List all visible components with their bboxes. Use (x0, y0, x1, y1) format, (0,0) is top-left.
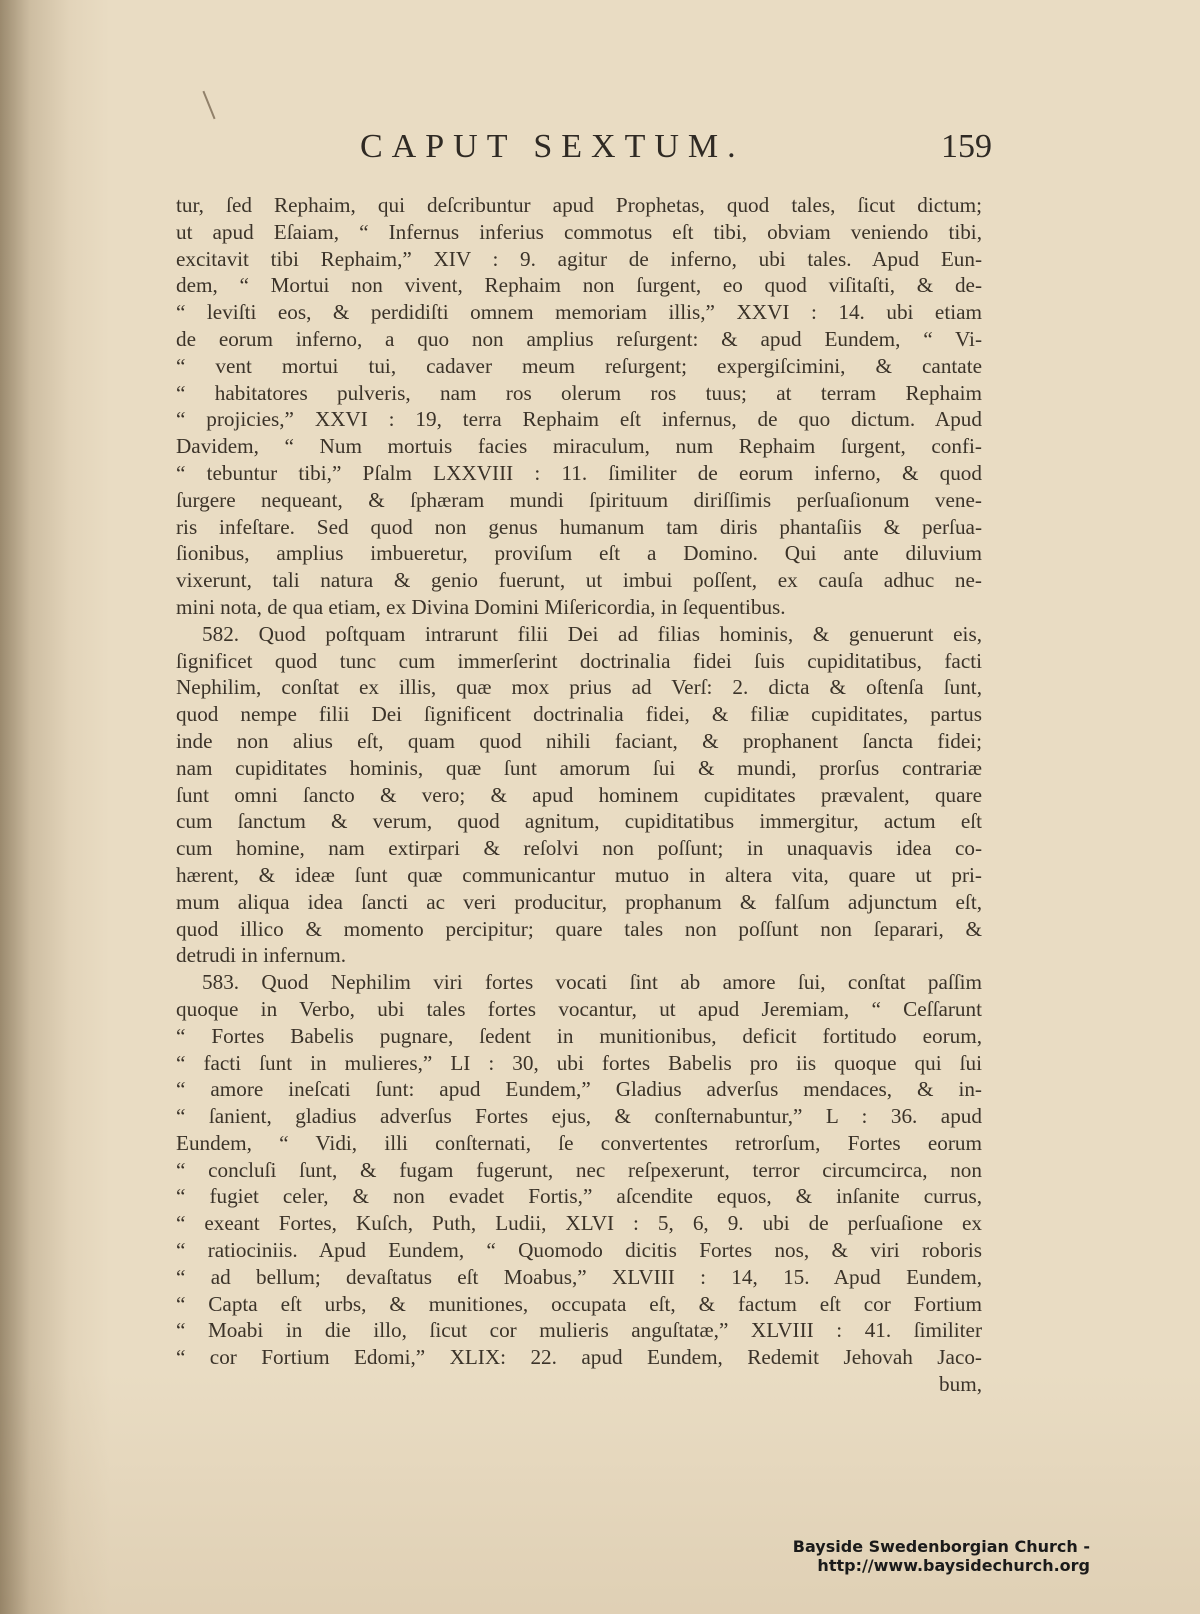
text-line: vixerunt, tali natura & genio fuerunt, ut imbui poſſent, ex cauſa adhuc ne- (176, 568, 982, 593)
text-line: de eorum inferno, a quo non amplius reſurgent: & apud Eundem, “ Vi- (176, 326, 982, 351)
text-line: “ cor Fortium Edomi,” XLIX: 22. apud Eundem, Redemit Jehovah Jaco- (176, 1345, 982, 1370)
text-line: ris infeſtare. Sed quod non genus humanum tam diris phantaſiis & perſua- (176, 514, 982, 539)
text-line: cum homine, nam extirpari & reſolvi non poſſunt; in unaquavis idea co- (176, 836, 982, 861)
text-line: excitavit tibi Rephaim,” XIV : 9. agitur de inferno, ubi tales. Apud Eun- (176, 246, 982, 271)
chapter-title: CAPUT SEXTUM. (360, 128, 745, 165)
ink-mark (202, 91, 215, 120)
text-line: “ concluſi ſunt, & fugam fugerunt, nec reſpexerunt, terror circumcirca, non (176, 1157, 982, 1182)
text-line: ſionibus, amplius imbueretur, proviſum eſt a Domino. Qui ante diluvium (176, 541, 982, 566)
text-line: dem, “ Mortui non vivent, Rephaim non ſurgent, eo quod viſitaſti, & de- (176, 273, 982, 298)
text-line: inde non alius eſt, quam quod nihili faciant, & prophanent ſancta fidei; (176, 728, 982, 753)
text-line: mini nota, de qua etiam, ex Divina Domini Miſericordia, in ſequentibus. (176, 594, 786, 619)
text-line: “ vent mortui tui, cadaver meum reſurgent; expergiſcimini, & cantate (176, 353, 982, 378)
text-line: ſurgere nequeant, & ſphæram mundi ſpirituum diriſſimis perſuaſionum vene- (176, 487, 982, 512)
text-line: “ Capta eſt urbs, & munitiones, occupata eſt, & factum eſt cor Fortium (176, 1291, 982, 1316)
text-line: “ Moabi in die illo, ſicut cor mulieris anguſtatæ,” XLVIII : 41. ſimiliter (176, 1318, 982, 1343)
text-line: detrudi in infernum. (176, 943, 347, 968)
body-text (176, 192, 982, 1398)
text-line: Eundem, “ Vidi, illi conſternati, ſe convertentes retrorſum, Fortes eorum (176, 1130, 982, 1155)
text-line: “ ratiociniis. Apud Eundem, “ Quomodo dicitis Fortes nos, & viri roboris (176, 1238, 982, 1263)
text-line: “ Fortes Babelis pugnare, ſedent in munitionibus, deficit fortitudo eorum, (176, 1023, 982, 1048)
text-line: “ exeant Fortes, Kuſch, Puth, Ludii, XLVI : 5, 6, 9. ubi de perſuaſione ex (176, 1211, 982, 1236)
text-line: “ facti ſunt in mulieres,” LI : 30, ubi fortes Babelis pro iis quoque qui ſui (176, 1050, 982, 1075)
text-line: bum, (939, 1372, 982, 1397)
running-head (360, 128, 1000, 178)
text-line: “ leviſti eos, & perdidiſti omnem memoriam illis,” XXVI : 14. ubi etiam (176, 300, 982, 325)
text-line: Davidem, “ Num mortuis facies miraculum, num Rephaim ſurgent, confi- (176, 434, 982, 459)
footer-credit: Bayside Swedenborgian Church - http://www.baysidechurch.org (792, 1537, 1090, 1575)
text-line: ſunt omni ſancto & vero; & apud hominem cupiditates prævalent, quare (176, 782, 982, 807)
text-line: “ habitatores pulveris, nam ros olerum ros tuus; at terram Rephaim (176, 380, 982, 405)
text-line: tur, ſed Rephaim, qui deſcribuntur apud Prophetas, quod tales, ſicut dictum; (176, 193, 982, 217)
text-line: nam cupiditates hominis, quæ ſunt amorum ſui & mundi, prorſus contrariæ (176, 755, 982, 780)
text-line: “ fugiet celer, & non evadet Fortis,” aſcendite equos, & inſanite currus, (176, 1184, 982, 1209)
text-line: ſignificet quod tunc cum immerſerint doctrinalia fidei ſuis cupiditatibus, facti (176, 648, 982, 673)
text-line: “ ſanient, gladius adverſus Fortes ejus, & conſternabuntur,” L : 36. apud (176, 1104, 982, 1129)
page-number: 159 (941, 128, 992, 165)
text-line: 583. Quod Nephilim viri fortes vocati ſint ab amore ſui, conſtat paſſim (202, 970, 982, 995)
text-line: ut apud Eſaiam, “ Infernus inferius commotus eſt tibi, obviam veniendo tibi, (176, 219, 982, 244)
text-line: “ ad bellum; devaſtatus eſt Moabus,” XLVIII : 14, 15. Apud Eundem, (176, 1264, 982, 1289)
text-line: “ tebuntur tibi,” Pſalm LXXVIII : 11. ſimiliter de eorum inferno, & quod (176, 460, 982, 485)
text-line: 582. Quod poſtquam intrarunt filii Dei ad filias hominis, & genuerunt eis, (202, 621, 982, 646)
text-line: quoque in Verbo, ubi tales fortes vocantur, ut apud Jeremiam, “ Ceſſarunt (176, 996, 982, 1021)
text-line: hærent, & ideæ ſunt quæ communicantur mutuo in altera vita, quare ut pri- (176, 862, 982, 887)
text-line: mum aliqua idea ſancti ac veri producitur, prophanum & falſum adjunctum eſt, (176, 889, 982, 914)
text-line: quod illico & momento percipitur; quare tales non poſſunt non ſeparari, & (176, 916, 982, 941)
text-line: quod nempe filii Dei ſignificent doctrinalia fidei, & filiæ cupiditates, partus (176, 702, 982, 727)
text-line: “ amore ineſcati ſunt: apud Eundem,” Gladius adverſus mendaces, & in- (176, 1077, 982, 1102)
text-line: “ projicies,” XXVI : 19, terra Rephaim eſt infernus, de quo dictum. Apud (176, 407, 982, 432)
text-line: cum ſanctum & verum, quod agnitum, cupiditatibus immergitur, actum eſt (176, 809, 982, 834)
text-line: Nephilim, conſtat ex illis, quæ mox prius ad Verſ: 2. dicta & oſtenſa ſunt, (176, 675, 982, 700)
